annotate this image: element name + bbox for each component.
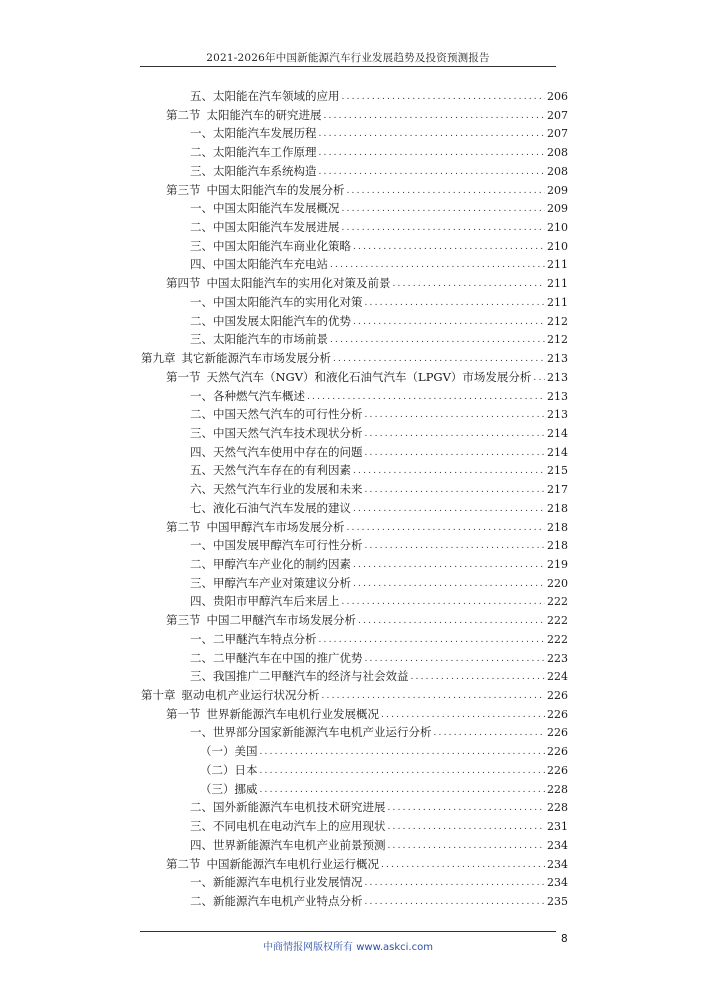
toc-entry[interactable] xyxy=(190,499,568,517)
toc-dot-leader xyxy=(353,575,545,593)
toc-entry-page: 210 xyxy=(547,220,568,234)
toc-entry[interactable] xyxy=(190,461,568,479)
toc-entry-title: 新能源汽车电机行业发展情况 xyxy=(213,875,363,889)
toc-entry[interactable] xyxy=(200,761,568,779)
toc-entry-number: 三、 xyxy=(190,164,213,178)
toc-entry-title: 太阳能汽车的研究进展 xyxy=(206,108,322,122)
toc-entry-page: 220 xyxy=(547,576,568,590)
toc-entry-page: 234 xyxy=(547,857,568,871)
toc-entry[interactable] xyxy=(166,106,568,124)
toc-entry-number: 三、 xyxy=(190,426,213,440)
toc-entry-page: 210 xyxy=(547,239,568,253)
toc-entry-number: 六、 xyxy=(190,482,213,496)
toc-entry[interactable] xyxy=(190,124,568,142)
toc-entry-page: 226 xyxy=(547,725,568,739)
toc-entry-title: 国外新能源汽车电机技术研究进展 xyxy=(213,800,386,814)
toc-entry[interactable] xyxy=(190,143,568,161)
toc-entry-page: 211 xyxy=(547,295,568,309)
toc-entry-number: 五、 xyxy=(190,463,213,477)
toc-entry-number: 第二节 xyxy=(166,857,201,871)
toc-dot-leader xyxy=(322,687,546,705)
toc-dot-leader xyxy=(358,612,545,630)
toc-entry-number: 第三节 xyxy=(166,183,201,197)
toc-entry-page: 213 xyxy=(547,407,568,421)
toc-entry[interactable] xyxy=(166,274,568,292)
toc-entry[interactable] xyxy=(190,237,568,255)
toc-entry[interactable] xyxy=(166,611,568,629)
toc-dot-leader xyxy=(319,163,546,181)
toc-entry-title: 世界新能源汽车电机产业前景预测 xyxy=(213,838,386,852)
toc-entry-page: 218 xyxy=(547,501,568,515)
toc-entry-page: 211 xyxy=(547,257,568,271)
toc-entry[interactable] xyxy=(190,312,568,330)
toc-entry-number: 一、 xyxy=(190,875,213,889)
toc-dot-leader xyxy=(388,818,546,836)
toc-dot-leader xyxy=(388,799,546,817)
toc-entry-page: 209 xyxy=(547,183,568,197)
toc-entry[interactable] xyxy=(141,349,568,367)
toc-entry-page: 213 xyxy=(547,389,568,403)
toc-entry[interactable] xyxy=(190,255,568,273)
header-divider xyxy=(140,66,556,67)
toc-entry-page: 212 xyxy=(547,314,568,328)
toc-entry-page: 235 xyxy=(547,894,568,908)
toc-dot-leader xyxy=(333,350,545,368)
toc-entry[interactable] xyxy=(190,443,568,461)
toc-dot-leader xyxy=(434,724,546,742)
toc-dot-leader xyxy=(347,182,546,200)
toc-entry-title: 中国发展太阳能汽车的优势 xyxy=(213,314,351,328)
toc-dot-leader xyxy=(347,519,546,537)
toc-entry-title: 太阳能汽车系统构造 xyxy=(213,164,317,178)
toc-entry-title: 我国推广二甲醚汽车的经济与社会效益 xyxy=(213,669,409,683)
toc-entry-title: 日本 xyxy=(234,763,258,777)
toc-entry-page: 211 xyxy=(547,276,568,290)
page-number: 8 xyxy=(561,933,568,945)
toc-entry-title: 甲醇汽车产业对策建议分析 xyxy=(213,576,351,590)
toc-entry-page: 231 xyxy=(547,819,568,833)
toc-entry-number: 二、 xyxy=(190,894,213,908)
toc-dot-leader xyxy=(260,781,546,799)
toc-entry-number: 四、 xyxy=(190,594,213,608)
toc-entry-number: （二） xyxy=(200,763,235,777)
toc-entry-page: 234 xyxy=(547,838,568,852)
toc-entry-number: 七、 xyxy=(190,501,213,515)
toc-dot-leader xyxy=(353,238,545,256)
toc-dot-leader xyxy=(388,837,546,855)
toc-entry-title: 中国新能源汽车电机行业运行概况 xyxy=(206,857,379,871)
toc-entry-page: 208 xyxy=(547,145,568,159)
toc-entry-number: 三、 xyxy=(190,819,213,833)
footer-copyright: 中商情报网版权所有 www.askci.com xyxy=(263,942,433,953)
toc-entry[interactable] xyxy=(190,330,568,348)
toc-entry-number: 二、 xyxy=(190,220,213,234)
toc-entry[interactable] xyxy=(166,705,568,723)
page-header: 2021-2026年中国新能源汽车行业发展趋势及投资预测报告 xyxy=(206,52,490,64)
toc-entry[interactable] xyxy=(190,424,568,442)
toc-entry[interactable] xyxy=(190,87,568,105)
toc-entry[interactable] xyxy=(190,592,568,610)
toc-entry-page: 209 xyxy=(547,201,568,215)
toc-entry[interactable] xyxy=(190,536,568,554)
toc-entry-page: 218 xyxy=(547,520,568,534)
toc-entry-number: 第十章 xyxy=(141,688,176,702)
toc-entry-title: 二甲醚汽车特点分析 xyxy=(213,632,317,646)
toc-entry[interactable] xyxy=(166,855,568,873)
toc-dot-leader xyxy=(260,762,546,780)
toc-entry[interactable] xyxy=(190,480,568,498)
toc-entry[interactable] xyxy=(190,836,568,854)
toc-dot-leader xyxy=(353,500,545,518)
toc-entry-title: 天然气汽车存在的有利因素 xyxy=(213,463,351,477)
toc-entry[interactable] xyxy=(141,686,568,704)
toc-entry-number: 三、 xyxy=(190,576,213,590)
toc-entry-number: 一、 xyxy=(190,725,213,739)
toc-entry-title: 中国甲醇汽车市场发展分析 xyxy=(206,520,345,534)
toc-entry-page: 214 xyxy=(547,445,568,459)
toc-dot-leader xyxy=(381,856,545,874)
toc-entry-title: 中国天然气汽车技术现状分析 xyxy=(213,426,363,440)
toc-dot-leader xyxy=(342,593,546,611)
toc-entry-number: 第三节 xyxy=(166,613,201,627)
toc-entry-number: 一、 xyxy=(190,201,213,215)
toc-entry-number: 三、 xyxy=(190,669,213,683)
toc-entry-page: 215 xyxy=(547,463,568,477)
toc-entry-title: 天然气汽车行业的发展和未来 xyxy=(213,482,363,496)
toc-entry[interactable] xyxy=(190,798,568,816)
toc-entry-title: 中国二甲醚汽车市场发展分析 xyxy=(206,613,356,627)
toc-entry-number: 三、 xyxy=(190,332,213,346)
toc-dot-leader xyxy=(365,444,546,462)
toc-entry-number: 三、 xyxy=(190,239,213,253)
toc-dot-leader xyxy=(260,743,546,761)
toc-entry-title: 二甲醚汽车在中国的推广优势 xyxy=(213,651,363,665)
toc-entry-number: 一、 xyxy=(190,126,213,140)
toc-entry-title: 太阳能汽车工作原理 xyxy=(213,145,317,159)
toc-dot-leader xyxy=(411,668,546,686)
toc-entry[interactable] xyxy=(190,723,568,741)
toc-dot-leader xyxy=(365,406,546,424)
toc-entry-page: 226 xyxy=(547,707,568,721)
toc-entry[interactable] xyxy=(166,368,568,386)
toc-entry[interactable] xyxy=(200,742,568,760)
toc-entry-number: 四、 xyxy=(190,445,213,459)
toc-entry-page: 218 xyxy=(547,538,568,552)
toc-dot-leader xyxy=(319,631,546,649)
toc-entry-number: 四、 xyxy=(190,838,213,852)
toc-entry[interactable] xyxy=(190,293,568,311)
toc-entry-title: 挪威 xyxy=(234,782,258,796)
toc-entry[interactable] xyxy=(190,405,568,423)
toc-entry-title: 不同电机在电动汽车上的应用现状 xyxy=(213,819,386,833)
toc-entry[interactable] xyxy=(190,218,568,236)
toc-entry-page: 207 xyxy=(547,108,568,122)
toc-dot-leader xyxy=(365,537,546,555)
toc-entry-title: 其它新能源汽车市场发展分析 xyxy=(181,351,331,365)
toc-entry-title: 新能源汽车电机产业特点分析 xyxy=(213,894,363,908)
toc-entry[interactable] xyxy=(190,199,568,217)
toc-entry-number: 一、 xyxy=(190,632,213,646)
toc-dot-leader xyxy=(365,893,546,911)
toc-entry-number: 二、 xyxy=(190,314,213,328)
toc-entry-page: 226 xyxy=(547,744,568,758)
toc-entry[interactable] xyxy=(190,574,568,592)
toc-entry-number: 四、 xyxy=(190,257,213,271)
toc-entry-title: 天然气汽车使用中存在的问题 xyxy=(213,445,363,459)
toc-entry-title: 太阳能汽车的市场前景 xyxy=(213,332,328,346)
toc-dot-leader xyxy=(342,200,546,218)
toc-dot-leader xyxy=(365,650,546,668)
toc-entry-title: 各种燃气汽车概述 xyxy=(213,389,305,403)
toc-entry-title: 世界部分国家新能源汽车电机产业运行分析 xyxy=(213,725,432,739)
toc-entry[interactable] xyxy=(190,162,568,180)
toc-entry-title: 中国天然气汽车的可行性分析 xyxy=(213,407,363,421)
toc-dot-leader xyxy=(381,706,545,724)
toc-entry-title: 中国太阳能汽车的发展分析 xyxy=(206,183,345,197)
toc-entry-number: 一、 xyxy=(190,295,213,309)
toc-entry-number: 第九章 xyxy=(141,351,176,365)
toc-entry-page: 219 xyxy=(547,557,568,571)
toc-entry-page: 222 xyxy=(547,613,568,627)
toc-entry-title: 中国发展甲醇汽车可行性分析 xyxy=(213,538,363,552)
toc-dot-leader xyxy=(342,88,546,106)
toc-entry-page: 234 xyxy=(547,875,568,889)
toc-entry-number: 二、 xyxy=(190,800,213,814)
toc-entry-page: 207 xyxy=(547,126,568,140)
toc-entry[interactable] xyxy=(190,649,568,667)
toc-dot-leader xyxy=(319,144,546,162)
toc-entry-page: 228 xyxy=(547,800,568,814)
toc-entry-page: 213 xyxy=(547,370,568,384)
toc-entry[interactable] xyxy=(190,873,568,891)
toc-entry-page: 222 xyxy=(547,632,568,646)
toc-entry-number: 第二节 xyxy=(166,520,201,534)
toc-entry[interactable] xyxy=(190,555,568,573)
toc-entry-page: 213 xyxy=(547,351,568,365)
toc-entry[interactable] xyxy=(190,667,568,685)
toc-entry[interactable] xyxy=(190,817,568,835)
toc-entry-number: 五、 xyxy=(190,89,213,103)
toc-entry[interactable] xyxy=(190,630,568,648)
toc-entry-page: 223 xyxy=(547,651,568,665)
toc-entry-title: 液化石油气汽车发展的建议 xyxy=(213,501,351,515)
toc-entry-title: 中国太阳能汽车发展概况 xyxy=(213,201,340,215)
toc-entry-page: 224 xyxy=(547,669,568,683)
toc-entry-number: 二、 xyxy=(190,557,213,571)
toc-dot-leader xyxy=(319,125,546,143)
toc-entry-number: 第一节 xyxy=(166,370,201,384)
toc-entry-page: 214 xyxy=(547,426,568,440)
toc-entry-title: 贵阳市甲醇汽车后来居上 xyxy=(213,594,340,608)
toc-entry-page: 212 xyxy=(547,332,568,346)
toc-dot-leader xyxy=(353,462,545,480)
toc-entry-title: 天然气汽车（NGV）和液化石油气汽车（LPGV）市场发展分析 xyxy=(206,370,532,384)
toc-entry-number: 二、 xyxy=(190,407,213,421)
toc-dot-leader xyxy=(324,107,546,125)
toc-entry-title: 世界新能源汽车电机行业发展概况 xyxy=(206,707,379,721)
toc-entry-number: 第二节 xyxy=(166,108,201,122)
toc-entry[interactable] xyxy=(190,387,568,405)
toc-entry-page: 206 xyxy=(547,89,568,103)
toc-entry-title: 中国太阳能汽车发展进展 xyxy=(213,220,340,234)
toc-entry-page: 208 xyxy=(547,164,568,178)
toc-entry-number: 第一节 xyxy=(166,707,201,721)
toc-dot-leader xyxy=(365,481,546,499)
toc-entry-number: 第四节 xyxy=(166,276,201,290)
toc-entry[interactable] xyxy=(166,181,568,199)
footer-divider xyxy=(140,931,556,932)
toc-dot-leader xyxy=(353,313,545,331)
toc-entry[interactable] xyxy=(190,892,568,910)
toc-dot-leader xyxy=(393,275,546,293)
toc-dot-leader xyxy=(330,256,545,274)
toc-dot-leader xyxy=(342,219,546,237)
toc-dot-leader xyxy=(365,425,546,443)
toc-entry-title: 甲醇汽车产业化的制约因素 xyxy=(213,557,351,571)
toc-entry-title: 太阳能在汽车领域的应用 xyxy=(213,89,340,103)
toc-dot-leader xyxy=(365,294,546,312)
toc-entry[interactable] xyxy=(200,780,568,798)
toc-dot-leader xyxy=(365,874,546,892)
toc-entry-number: 二、 xyxy=(190,651,213,665)
toc-entry-title: 驱动电机产业运行状况分析 xyxy=(181,688,320,702)
toc-entry-title: 中国太阳能汽车充电站 xyxy=(213,257,328,271)
toc-entry-title: 太阳能汽车发展历程 xyxy=(213,126,317,140)
toc-entry-title: 美国 xyxy=(234,744,258,758)
toc-dot-leader xyxy=(353,556,545,574)
toc-entry-page: 226 xyxy=(547,763,568,777)
toc-entry-number: 一、 xyxy=(190,389,213,403)
toc-dot-leader xyxy=(533,369,545,387)
toc-entry-number: （一） xyxy=(200,744,235,758)
toc-entry[interactable] xyxy=(166,518,568,536)
toc-dot-leader xyxy=(307,388,545,406)
toc-entry-page: 228 xyxy=(547,782,568,796)
toc-entry-page: 226 xyxy=(547,688,568,702)
toc-entry-number: 一、 xyxy=(190,538,213,552)
toc-entry-page: 222 xyxy=(547,594,568,608)
toc-entry-page: 217 xyxy=(547,482,568,496)
toc-entry-number: （三） xyxy=(200,782,235,796)
toc-entry-title: 中国太阳能汽车的实用化对策 xyxy=(213,295,363,309)
toc-entry-title: 中国太阳能汽车商业化策略 xyxy=(213,239,351,253)
toc-entry-number: 二、 xyxy=(190,145,213,159)
toc-dot-leader xyxy=(330,331,545,349)
toc-entry-title: 中国太阳能汽车的实用化对策及前景 xyxy=(206,276,391,290)
